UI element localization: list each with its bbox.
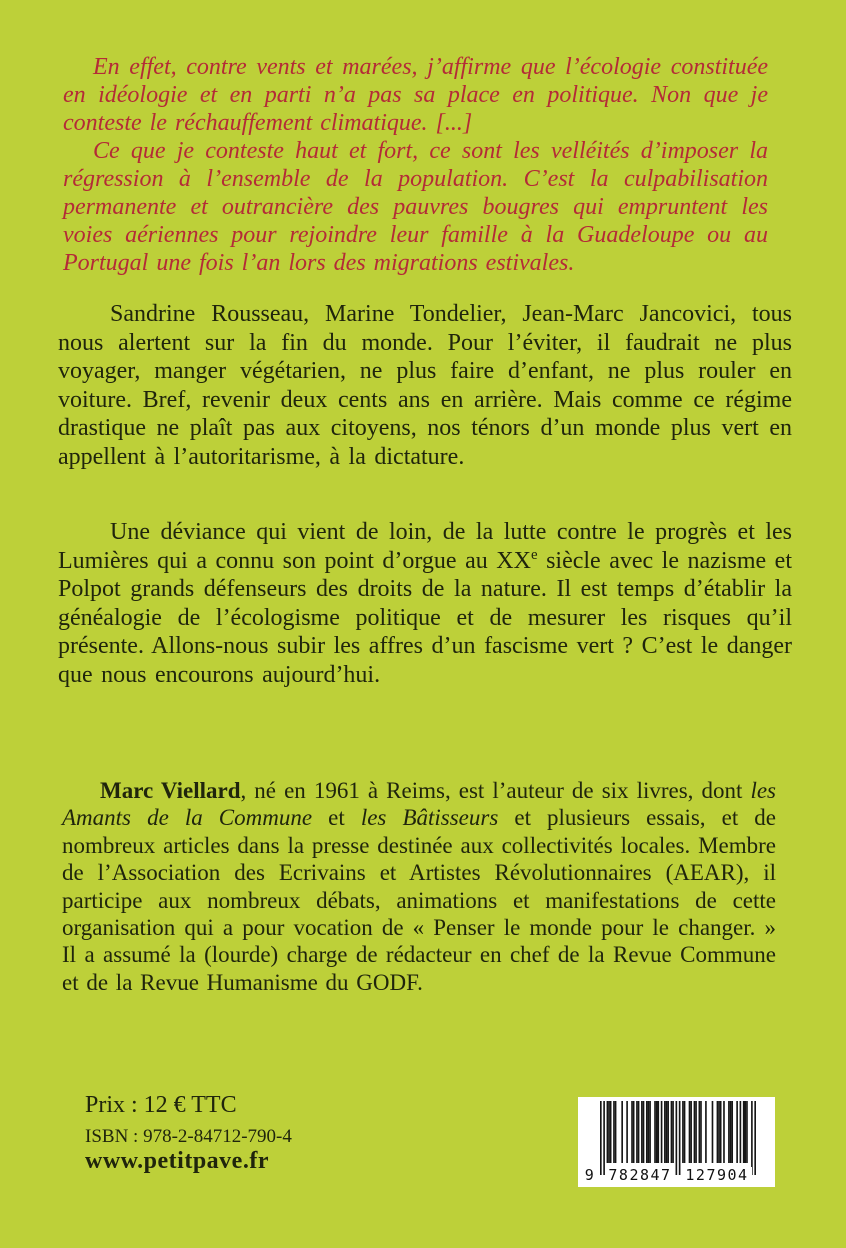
author-bio-block bbox=[62, 777, 776, 996]
price-label: Prix : 12 € TTC bbox=[85, 1092, 237, 1118]
book-title-1: les Amants de la Commune bbox=[62, 778, 776, 831]
synopsis-text-2 bbox=[58, 518, 792, 689]
barcode bbox=[578, 1097, 775, 1187]
author-name: Marc Viellard bbox=[100, 778, 241, 803]
bio-segment-1: , né en 1961 à Reims, est l’auteur de six livres, dont bbox=[240, 778, 751, 803]
publisher-quote-block bbox=[63, 53, 768, 277]
quote-paragraph-1: En effet, contre vents et marées, j’affirme que l’écologie constituée en idéologie et en parti n’a pas sa place en politique. Non que je conteste le réchauffement climatique. [...] bbox=[63, 54, 768, 136]
barcode-digit-group: 782847 bbox=[606, 1167, 674, 1184]
synopsis-paragraph-2 bbox=[58, 518, 792, 689]
quote-paragraph-2: Ce que je conteste haut et fort, ce sont les velléités d’imposer la régression à l’ensemble de la population. C’est la culpabilisation permanente et outrancière des pauvres bougres qui empruntent les voies aériennes pour rejoindre leur famille à la Guadeloupe ou au Portugal une fois l’an lors des migrations estivales. bbox=[63, 138, 768, 276]
synopsis-text-2-part-a: Une déviance qui vient de loin, de la lutte contre le progrès et les Lumières qui a connu son point d’orgue au XX bbox=[58, 519, 792, 574]
isbn-label: ISBN : 978-2-84712-790-4 bbox=[85, 1126, 292, 1147]
book-title-2: les Bâtisseurs bbox=[360, 805, 499, 831]
synopsis-text-2-part-b: siècle avec le nazisme et Polpot grands défenseurs des droits de la nature. Il est temps d’établir la généalogie de l’écologisme politique et de mesurer les risques qu’il présente. Allons-nous subir les affres d’un fascisme vert ? C’est le danger que nous encourons aujourd’hui. bbox=[58, 547, 792, 688]
publisher-website: www.petitpave.fr bbox=[85, 1148, 269, 1174]
synopsis-paragraph-1 bbox=[58, 300, 792, 471]
century-superscript: e bbox=[530, 546, 538, 563]
bio-segment-2: et bbox=[312, 805, 361, 831]
barcode-bars bbox=[600, 1101, 756, 1175]
barcode-digit-group: 127904 bbox=[682, 1167, 752, 1184]
barcode-digit-group: 9 bbox=[582, 1167, 598, 1184]
author-bio-text bbox=[62, 777, 776, 996]
bio-segment-3: et plusieurs essais, et de nombreux articles dans la presse destinée aux collectivités locales. Membre de l’Association des Ecrivains et Artistes Révolutionnaires (AEAR), il participe aux nombreux débats, animations et manifestations de cette organisation qui a pour vocation de « Penser le monde pour le changer. » Il a assumé la (lourde) charge de rédacteur en chef de la Revue Commune et de la Revue Humanisme du GODF. bbox=[62, 805, 777, 995]
synopsis-text-1: Sandrine Rousseau, Marine Tondelier, Jean-Marc Jancovici, tous nous alertent sur la fin du monde. Pour l’éviter, il faudrait ne plus voyager, manger végétarien, ne plus faire d’enfant, ne plus rouler en voiture. Bref, revenir deux cents ans en arrière. Mais comme ce régime drastique ne plaît pas aux citoyens, nos ténors d’un monde plus vert en appellent à l’autoritarisme, à la dictature. bbox=[58, 301, 792, 470]
